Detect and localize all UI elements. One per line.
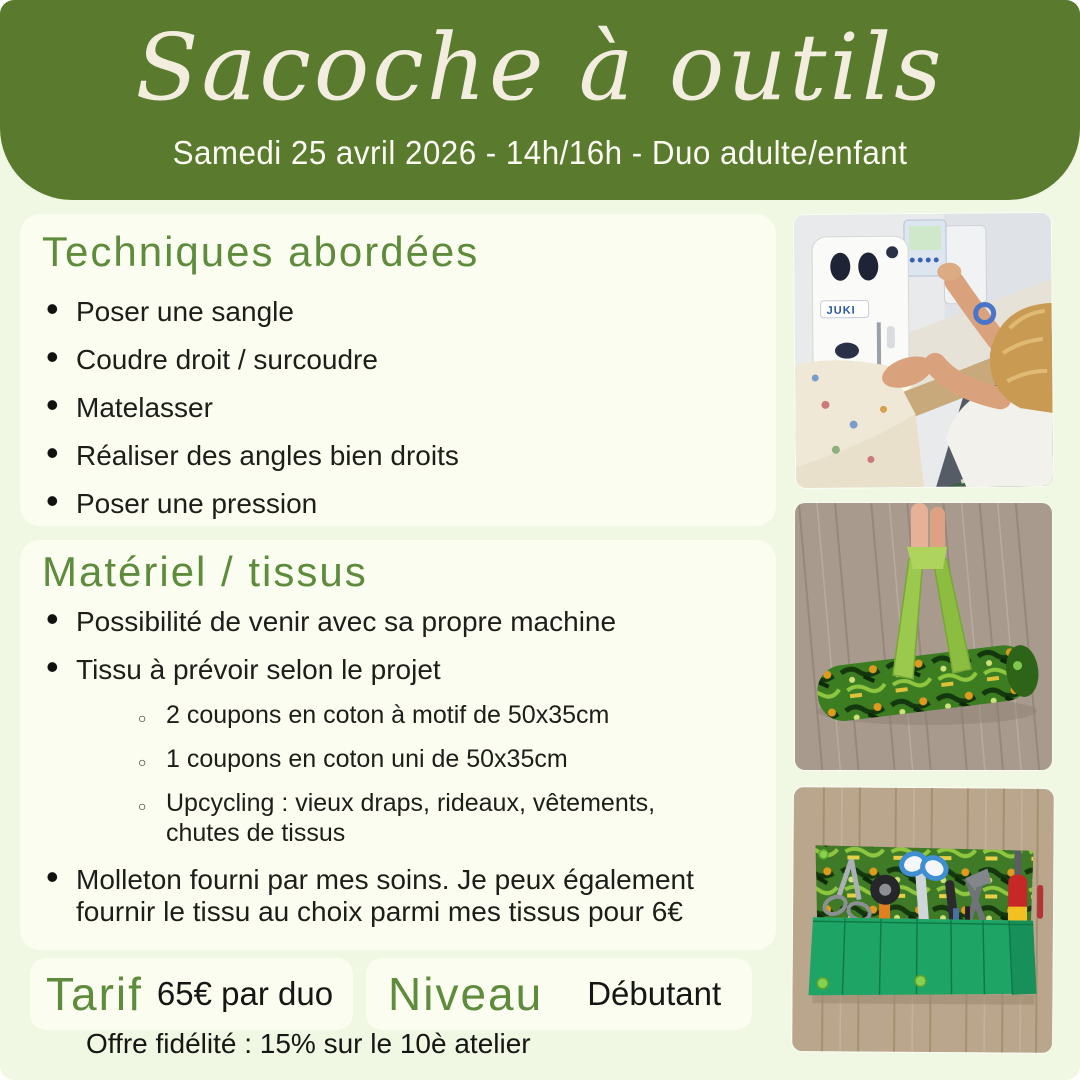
list-item: ○ 1 coupons en coton uni de 50x35cm [136,744,762,774]
list-item: • Poser une sangle [42,296,758,328]
materiel-sublist [136,700,762,848]
list-item: ○ Upcycling : vieux draps, rideaux, vêtements, chutes de tissus [136,788,711,848]
photo-rolled-bag [795,503,1052,770]
snap-button [817,978,828,989]
sewing-machine-illustration [794,213,1053,488]
niveau-value: Débutant [587,975,722,1012]
materiel-card [20,540,776,950]
list-item: ○ 2 coupons en coton à motif de 50x35cm [136,700,762,730]
list-item-text: Tissu à prévoir selon le projet [76,654,441,685]
tool-roll-illustration [792,787,1054,1053]
event-date-subtitle: Samedi 25 avril 2026 - 14h/16h - Duo adulte/enfant [172,134,908,171]
list-item: • Molleton fourni par mes soins. Je peux également fournir le tissu au choix parmi mes tissus pour 6€ [42,864,736,928]
strap-top-loop [907,547,947,569]
materiel-list [42,606,762,928]
tarif-card [30,958,353,1030]
photo-sewing-machine [794,213,1053,488]
small-screwdriver [1037,885,1043,919]
page-title: Sacoche à outils [135,14,945,121]
techniques-list [42,296,758,520]
loyalty-offer-text: Offre fidélité : 15% sur le 10è atelier [86,1028,531,1059]
niveau-label: Niveau [388,968,544,1020]
materiel-title: Matériel / tissus [42,548,368,595]
rolled-bag-illustration [795,503,1052,770]
tarif-value: 65€ par duo [156,975,334,1012]
techniques-title: Techniques abordées [42,228,480,275]
snap-button [819,850,828,859]
niveau-card [366,958,752,1030]
techniques-card [20,214,776,526]
tarif-label: Tarif [46,968,143,1020]
header-banner [0,0,1080,200]
list-item [42,654,762,848]
photo-tool-roll [792,787,1054,1053]
machine-brand-label: JUKI [826,304,856,317]
list-item: • Matelasser [42,392,758,424]
snap-button [915,975,926,986]
list-item: • Réaliser des angles bien droits [42,440,758,472]
list-item: • Coudre droit / surcoudre [42,344,758,376]
list-item: • Poser une pression [42,488,758,520]
list-item: • Possibilité de venir avec sa propre machine [42,606,762,638]
needle-bar [877,322,881,370]
